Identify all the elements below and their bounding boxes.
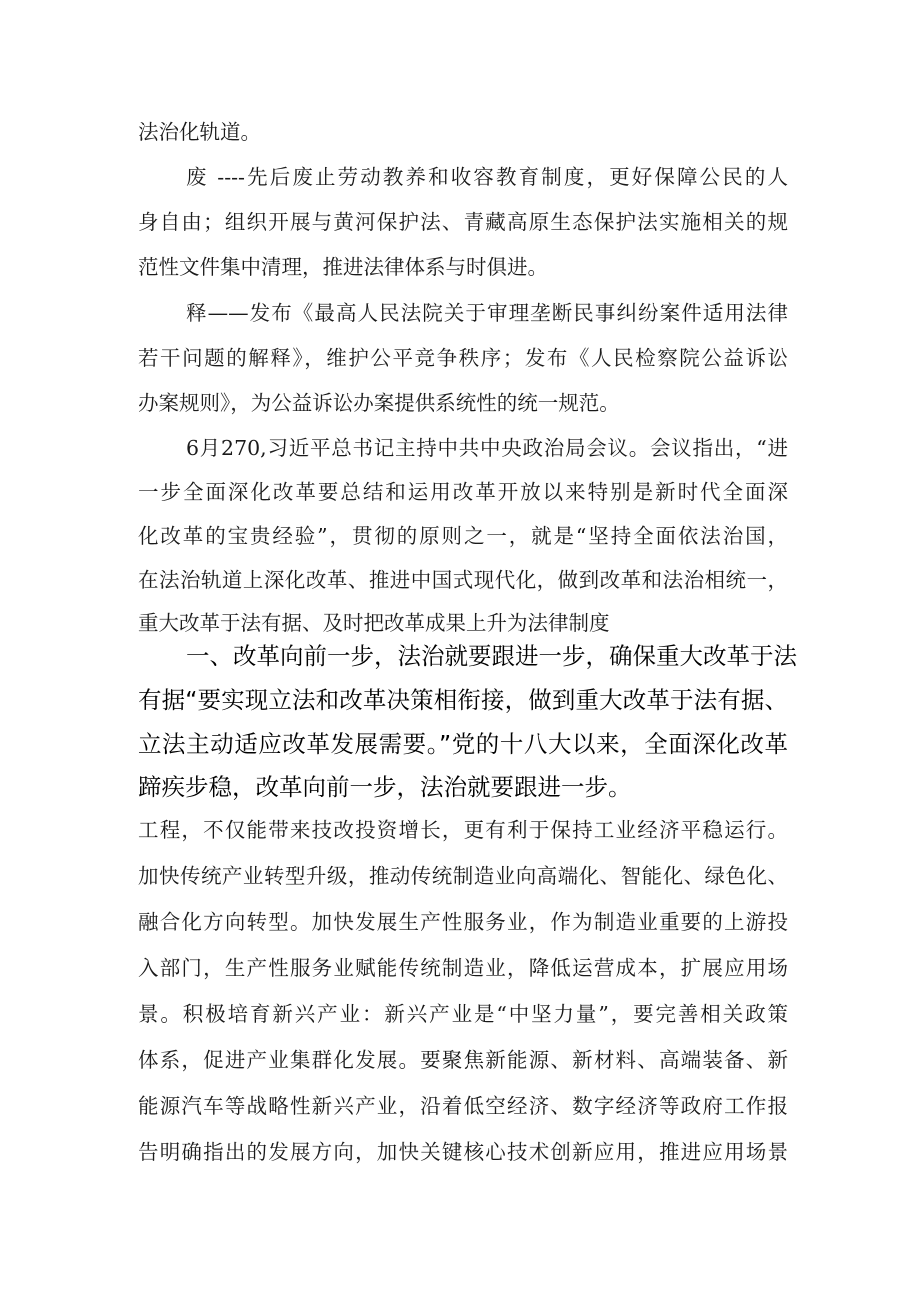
paragraph-line: 化改革的宝贵经验”，贯彻的原则之一，就是“坚持全面依法治国， — [138, 524, 788, 548]
paragraph-line: 法治化轨道。 — [138, 120, 261, 144]
paragraph-line: 加快传统产业转型升级，推动传统制造业向高端化、智能化、绿色化、 — [138, 864, 788, 888]
paragraph-line: 入部门，生产性服务业赋能传统制造业，降低运营成本，扩展应用场 — [138, 956, 788, 980]
paragraph-line: 6月270,习近平总书记主持中共中央政治局会议。会议指出，“进 — [186, 436, 788, 460]
paragraph-line: 融合化方向转型。加快发展生产性服务业，作为制造业重要的上游投 — [138, 910, 788, 934]
paragraph-line: 范性文件集中清理，推进法律体系与时俱进。 — [138, 255, 548, 279]
section-heading-line: 立法主动适应改革发展需要。”党的十八大以来，全面深化改革 — [138, 730, 788, 758]
paragraph-line: 办案规则》，为公益诉讼办案提供系统性的统一规范。 — [138, 391, 620, 415]
section-heading-line: 有据“要实现立法和改革决策相衔接，做到重大改革于法有据、 — [138, 686, 788, 714]
paragraph-line: 工程，不仅能带来技改投资增长，更有利于保持工业经济平稳运行。 — [138, 818, 788, 842]
paragraph-line: 体系，促进产业集群化发展。要聚焦新能源、新材料、高端装备、新 — [138, 1048, 788, 1072]
paragraph-line: 重大改革于法有据、及时把改革成果上升为法律制度 — [138, 611, 610, 635]
paragraph-line: 告明确指出的发展方向，加快关键核心技术创新应用，推进应用场景 — [138, 1140, 788, 1164]
section-heading-line: 一、改革向前一步，法治就要跟进一步，确保重大改革于法 — [186, 642, 797, 670]
paragraph-line: 废 ----先后废止劳动教养和收容教育制度，更好保障公民的人 — [186, 165, 788, 189]
paragraph-line: 身自由；组织开展与黄河保护法、青藏高原生态保护法实施相关的规 — [138, 210, 788, 234]
section-heading-line: 蹄疾步稳，改革向前一步，法治就要跟进一步。 — [138, 773, 632, 801]
paragraph-line: 景。积极培育新兴产业：新兴产业是“中坚力量”，要完善相关政策 — [138, 1002, 788, 1026]
paragraph-line: 在法治轨道上深化改革、推进中国式现代化，做到改革和法治相统一， — [138, 568, 788, 592]
paragraph-line: 释——发布《最高人民法院关于审理垄断民事纠纷案件适用法律 — [186, 301, 788, 325]
paragraph-line: 能源汽车等战略性新兴产业，沿着低空经济、数字经济等政府工作报 — [138, 1094, 788, 1118]
paragraph-line: 若干问题的解释》，维护公平竞争秩序；发布《人民检察院公益诉讼 — [138, 346, 788, 370]
paragraph-line: 一步全面深化改革要总结和运用改革开放以来特别是新时代全面深 — [138, 480, 788, 504]
